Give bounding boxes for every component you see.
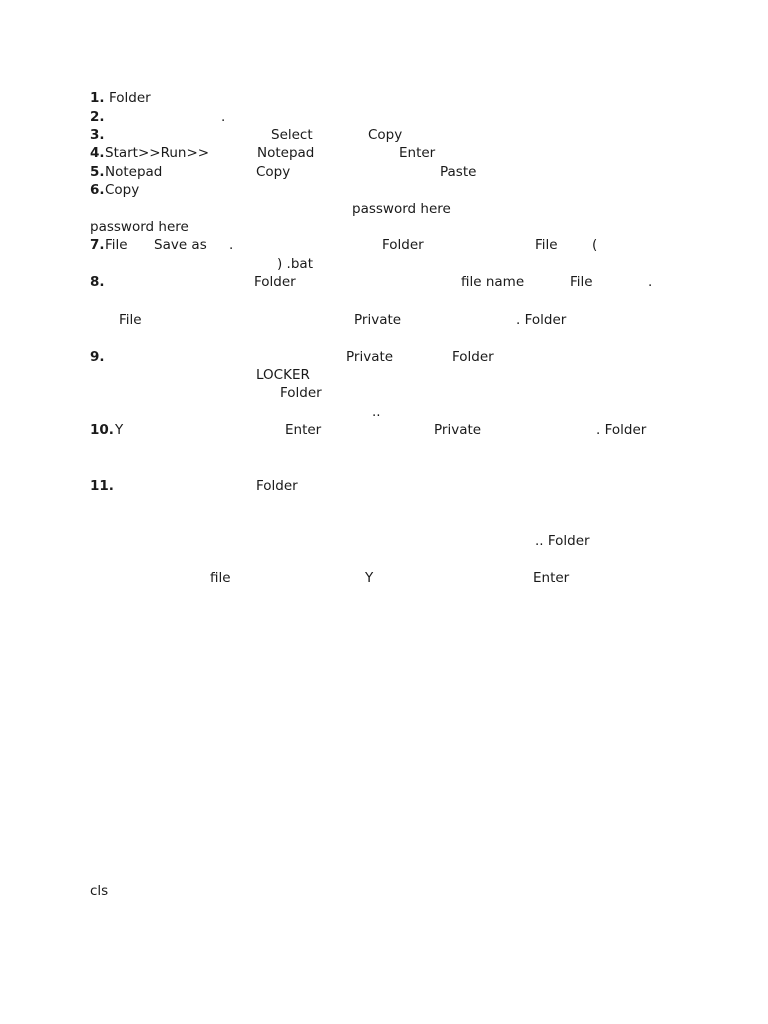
step-4-start-run: Start>>Run>> <box>105 145 210 161</box>
cls-text: cls <box>90 883 109 899</box>
step-8-dot: . <box>648 274 653 290</box>
step-3-number: 3. <box>90 127 105 143</box>
step-10-private: Private <box>434 422 482 438</box>
step-3-copy: Copy <box>368 127 403 143</box>
step-7-dot: . <box>229 237 234 253</box>
step-1-folder: Folder <box>109 90 151 106</box>
step-4-enter: Enter <box>399 145 436 161</box>
step-8-file: File <box>570 274 593 290</box>
step-7-folder: Folder <box>382 237 424 253</box>
step-5-copy: Copy <box>256 164 291 180</box>
step-1-number: 1. <box>90 90 105 106</box>
step-9-locker: LOCKER <box>256 367 310 383</box>
step-11-number: 11. <box>90 478 114 494</box>
step-4-notepad: Notepad <box>257 145 315 161</box>
step-9-dots: .. <box>372 404 381 420</box>
step-8-number: 8. <box>90 274 105 290</box>
step-10-folder: . Folder <box>596 422 647 438</box>
step-3-select: Select <box>271 127 313 143</box>
step-8-file-name: file name <box>461 274 525 290</box>
step-9-folder2: Folder <box>280 385 322 401</box>
step-5-notepad: Notepad <box>105 164 163 180</box>
step-7-save-as: Save as <box>154 237 207 253</box>
step-10-enter: Enter <box>285 422 322 438</box>
step-6-password-b: password here <box>90 219 189 235</box>
step-8-folder: Folder <box>254 274 296 290</box>
step-6-number: 6. <box>90 182 105 198</box>
step-8-file2: File <box>119 312 142 328</box>
step-5-number: 5. <box>90 164 105 180</box>
step-11-folder: Folder <box>256 478 298 494</box>
step-9-private: Private <box>346 349 394 365</box>
step-8-folder2: . Folder <box>516 312 567 328</box>
step-2-number: 2. <box>90 109 105 125</box>
step-9-number: 9. <box>90 349 105 365</box>
step-11-enter: Enter <box>533 570 570 586</box>
step-5-paste: Paste <box>440 164 477 180</box>
step-11-y: Y <box>365 570 374 586</box>
step-10-y: Y <box>115 422 124 438</box>
step-6-password-a: password here <box>352 201 451 217</box>
step-11-file: file <box>210 570 231 586</box>
step-6-copy: Copy <box>105 182 140 198</box>
step-4-number: 4. <box>90 145 105 161</box>
step-2-dot: . <box>221 109 226 125</box>
step-7-number: 7. <box>90 237 105 253</box>
step-7-bat: ) .bat <box>277 256 313 272</box>
step-9-folder: Folder <box>452 349 494 365</box>
step-8-private: Private <box>354 312 402 328</box>
step-7-file2: File <box>535 237 558 253</box>
step-10-number: 10. <box>90 422 114 438</box>
step-7-file: File <box>105 237 128 253</box>
step-7-paren: ( <box>592 237 598 253</box>
step-11-folder2: .. Folder <box>535 533 590 549</box>
